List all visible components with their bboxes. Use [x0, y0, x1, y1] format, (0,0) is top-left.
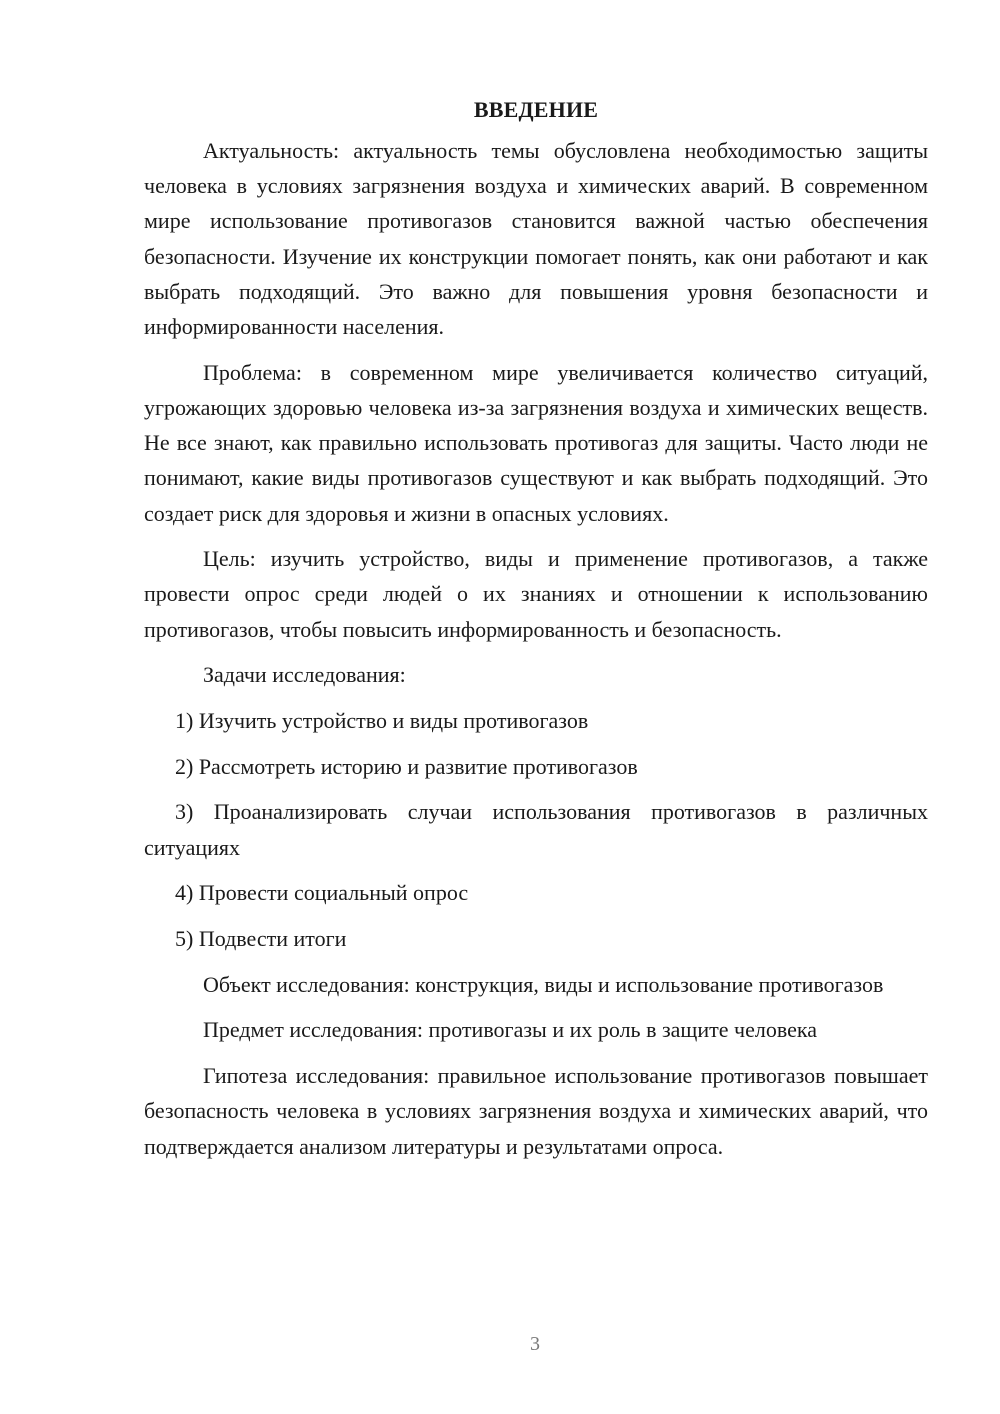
paragraph-goal: Цель: изучить устройство, виды и применение противогазов, а также провести опрос среди людей о их знаниях и отношении к использованию противогазов, чтобы повысить информированность и безопасность. [144, 546, 928, 642]
task-item-5: 5) Подвести итоги [175, 926, 347, 952]
page-number: 3 [530, 1333, 540, 1355]
task-item-2: 2) Рассмотреть историю и развитие противогазов [175, 753, 638, 779]
paragraph-object: Объект исследования: конструкция, виды и использование противогазов [203, 971, 884, 997]
task-item-1: 1) Изучить устройство и виды противогазов [175, 708, 589, 734]
paragraph-subject: Предмет исследования: противогазы и их роль в защите человека [203, 1017, 817, 1043]
section-title: ВВЕДЕНИЕ [473, 97, 599, 122]
paragraph-problem: Проблема: в современном мире увеличивается количество ситуаций, угрожающих здоровью человека из-за загрязнения воздуха и химических веществ. Не все знают, как правильно использовать противогаз для защиты. Часто люди не понимают, какие виды противогазов существуют и как выбрать подходящий. Это создает риск для здоровья и жизни в опасных условиях. [144, 359, 928, 526]
task-item-4: 4) Провести социальный опрос [175, 880, 469, 906]
paragraph-hypothesis: Гипотеза исследования: правильное использование противогазов повышает безопасность человека в условиях загрязнения воздуха и химических аварий, что подтверждается анализом литературы и результатами опроса. [144, 1063, 928, 1159]
document-page [144, 92, 928, 1164]
task-item-3: 3) Проанализировать случаи использования противогазов в различных ситуациях [144, 799, 928, 860]
tasks-heading: Задачи исследования: [203, 662, 406, 688]
paragraph-relevance: Актуальность: актуальность темы обусловлена необходимостью защиты человека в условиях загрязнения воздуха и химических аварий. В современном мире использование противогазов становится важной частью обеспечения безопасности. Изучение их конструкции помогает понять, как они работают и как выбрать подходящий. Это важно для повышения уровня безопасности и информированности населения. [144, 138, 928, 340]
